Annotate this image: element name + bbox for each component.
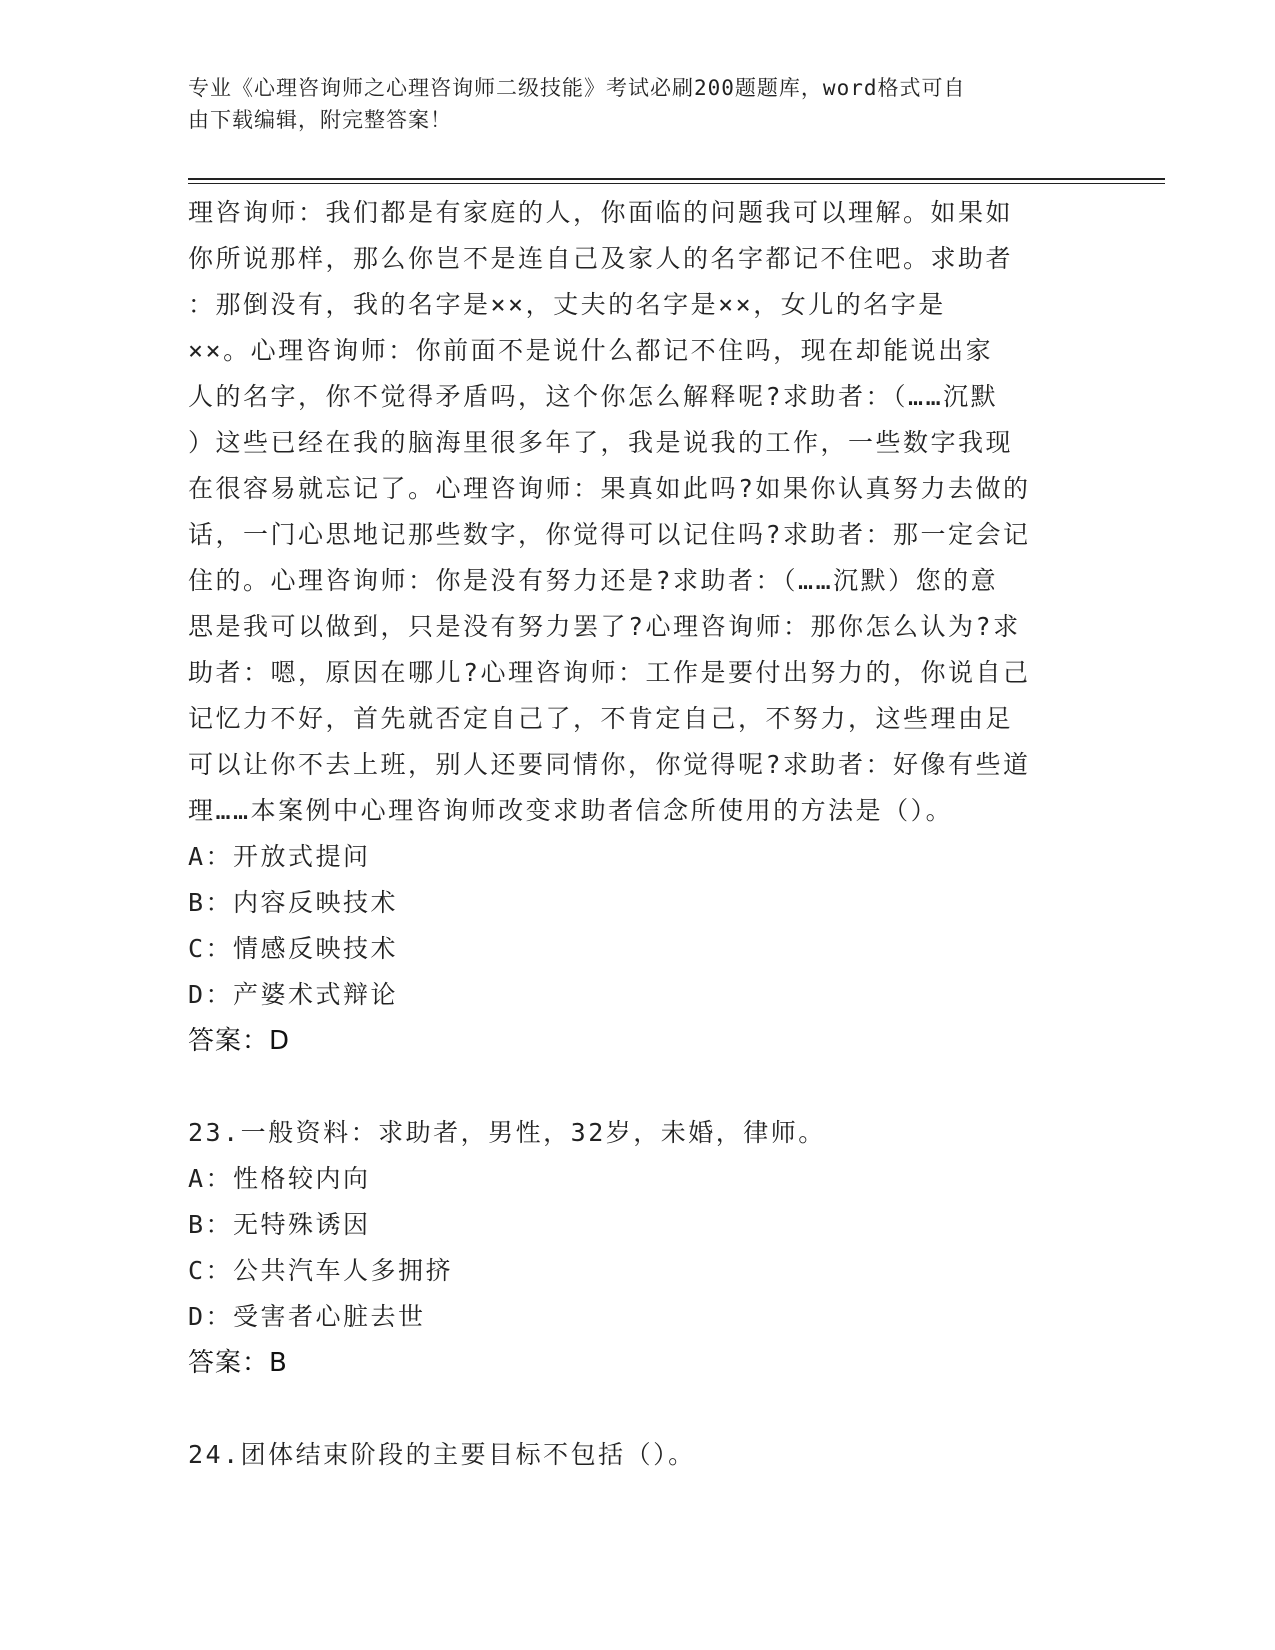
option-d: D：产婆术式辩论 (188, 980, 399, 1009)
option-a: A：性格较内向 (188, 1164, 371, 1193)
passage-line: 你所说那样，那么你岂不是连自己及家人的名字都记不住吧。求助者 (188, 244, 1014, 273)
option-a: A：开放式提问 (188, 842, 371, 871)
option-b: B：内容反映技术 (188, 888, 399, 917)
option-b: B：无特殊诱因 (188, 1210, 371, 1239)
spacer (188, 1386, 1078, 1432)
option-c: C：情感反映技术 (188, 934, 399, 963)
question-23-options (188, 1156, 1078, 1340)
question-24-stem: 24.团体结束阶段的主要目标不包括（）。 (188, 1440, 696, 1469)
question-22-passage (188, 190, 1078, 834)
passage-line: ××。心理咨询师：你前面不是说什么都记不住吗，现在却能说出家 (188, 336, 994, 365)
passage-line: 思是我可以做到，只是没有努力罢了?心理咨询师：那你怎么认为?求 (188, 612, 1021, 641)
passage-line: 话，一门心思地记那些数字，你觉得可以记住吗?求助者：那一定会记 (188, 520, 1031, 549)
option-c: C：公共汽车人多拥挤 (188, 1256, 454, 1285)
passage-line: 助者：嗯，原因在哪儿?心理咨询师：工作是要付出努力的，你说自己 (188, 658, 1031, 687)
option-d: D：受害者心脏去世 (188, 1302, 426, 1331)
passage-line: ：那倒没有，我的名字是××，丈夫的名字是××，女儿的名字是 (188, 290, 946, 319)
document-header (188, 72, 1088, 136)
header-line-1: 专业《心理咨询师之心理咨询师二级技能》考试必刷200题题库，word格式可自 (188, 76, 966, 100)
passage-line: 住的。心理咨询师：你是没有努力还是?求助者：（……沉默）您的意 (188, 566, 999, 595)
question-23-answer: 答案：B (188, 1348, 288, 1378)
spacer (188, 1064, 1078, 1110)
question-23-stem: 23.一般资料：求助者，男性，32岁，未婚，律师。 (188, 1118, 826, 1147)
document-body (188, 190, 1078, 1478)
question-22-options (188, 834, 1078, 1018)
question-22-answer: 答案：D (188, 1026, 291, 1056)
header-rule-thick (188, 178, 1165, 180)
header-rule-thin (188, 183, 1165, 184)
passage-line: 在很容易就忘记了。心理咨询师：果真如此吗?如果你认真努力去做的 (188, 474, 1031, 503)
passage-line: ）这些已经在我的脑海里很多年了，我是说我的工作，一些数字我现 (188, 428, 1014, 457)
header-line-2: 由下载编辑，附完整答案！ (188, 108, 452, 132)
passage-line: 记忆力不好，首先就否定自己了，不肯定自己，不努力，这些理由足 (188, 704, 1014, 733)
passage-line: 理……本案例中心理咨询师改变求助者信念所使用的方法是（）。 (188, 796, 954, 825)
passage-line: 人的名字，你不觉得矛盾吗，这个你怎么解释呢?求助者：（……沉默 (188, 382, 999, 411)
passage-line: 可以让你不去上班，别人还要同情你，你觉得呢?求助者：好像有些道 (188, 750, 1031, 779)
passage-line: 理咨询师：我们都是有家庭的人，你面临的问题我可以理解。如果如 (188, 198, 1014, 227)
